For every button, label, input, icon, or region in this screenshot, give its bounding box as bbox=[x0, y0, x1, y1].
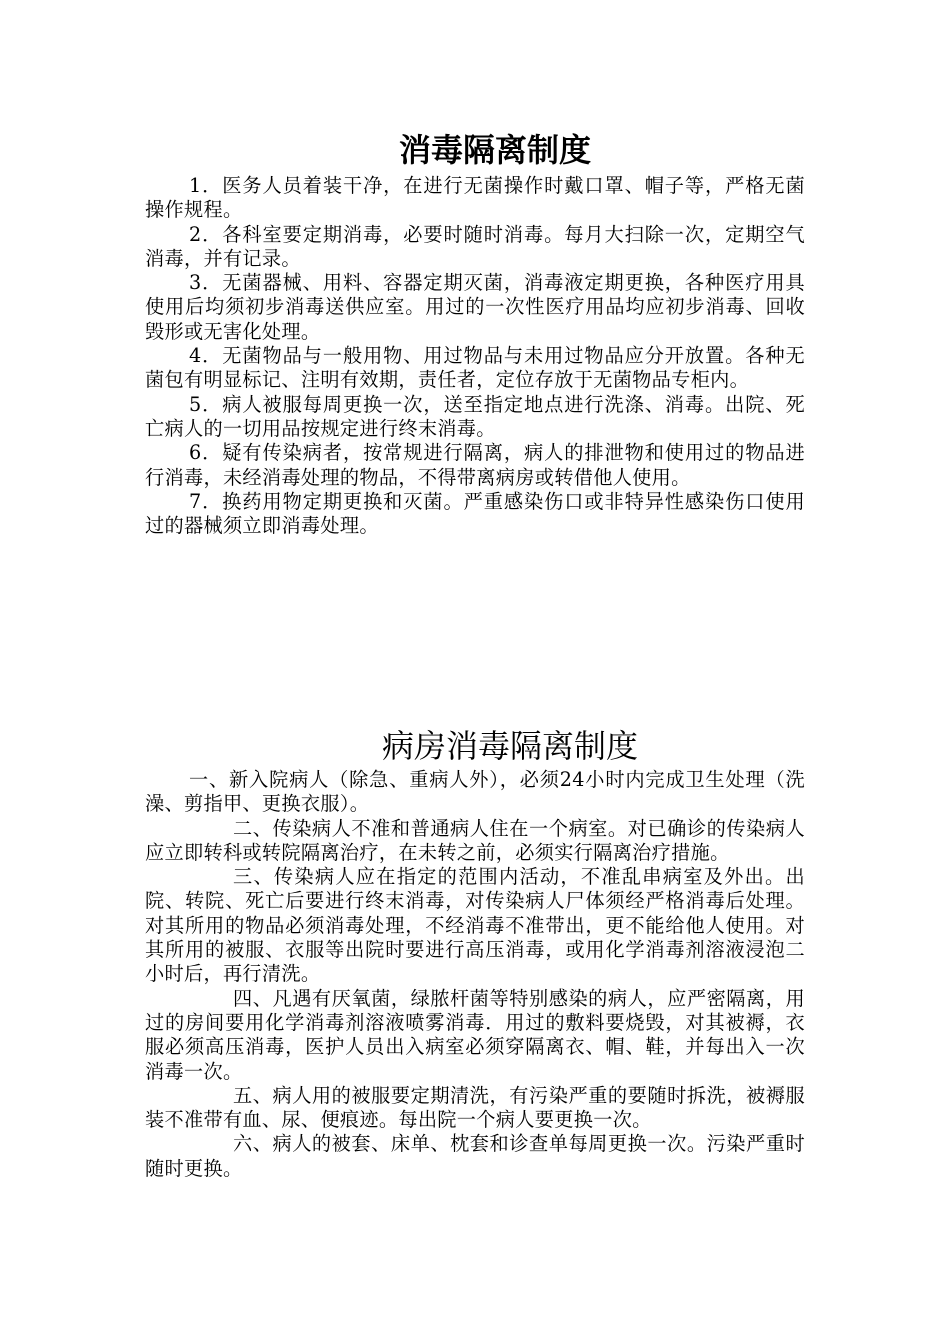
section1-paragraph-7: 7．换药用物定期更换和灭菌。严重感染伤口或非特异性感染伤口使用过的器械须立即消毒处理。 bbox=[145, 489, 805, 538]
section2-paragraph-6: 六、病人的被套、床单、枕套和诊查单每周更换一次。污染严重时随时更换。 bbox=[145, 1132, 805, 1180]
section2-paragraph-3: 三、传染病人应在指定的范围内活动，不准乱串病室及外出。出院、转院、死亡后要进行终末消毒，对传染病人尸体须经严格消毒后处理。对其所用的物品必须消毒处理，不经消毒不准带出，更不能给他人使用。对其所用的被服、衣服等出院时要进行高压消毒，或用化学消毒剂溶液浸泡二小时后，再行清洗。 bbox=[145, 865, 805, 986]
section2-paragraph-1: 一、新入院病人（除急、重病人外），必须24小时内完成卫生处理（洗澡、剪指甲、更换衣服）。 bbox=[145, 768, 805, 816]
section2-paragraph-5: 五、病人用的被服要定期清洗，有污染严重的要随时拆洗，被褥服装不准带有血、尿、便痕迹。每出院一个病人要更换一次。 bbox=[145, 1083, 805, 1132]
section1-title: 消毒隔离制度 bbox=[398, 131, 591, 169]
section1-paragraph-5: 5．病人被服每周更换一次，送至指定地点进行洗涤、消毒。出院、死亡病人的一切用品按规定进行终末消毒。 bbox=[145, 392, 805, 440]
section2-title: 病房消毒隔离制度 bbox=[381, 727, 638, 765]
section1-paragraph-2: 2．各科室要定期消毒，必要时随时消毒。每月大扫除一次，定期空气消毒，并有记录。 bbox=[145, 222, 805, 270]
section1-body bbox=[145, 174, 805, 538]
section1-paragraph-4: 4．无菌物品与一般用物、用过物品与未用过物品应分开放置。各种无菌包有明显标记、注明有效期，责任者，定位存放于无菌物品专柜内。 bbox=[145, 344, 805, 392]
section2-paragraph-2: 二、传染病人不准和普通病人住在一个病室。对已确诊的传染病人应立即转科或转院隔离治疗，在未转之前，必须实行隔离治疗措施。 bbox=[145, 816, 805, 864]
section1-paragraph-6: 6．疑有传染病者，按常规进行隔离，病人的排泄物和使用过的物品进行消毒，未经消毒处理的物品，不得带离病房或转借他人使用。 bbox=[145, 441, 805, 489]
section2-paragraph-4: 四、凡遇有厌氧菌，绿脓杆菌等特别感染的病人，应严密隔离，用过的房间要用化学消毒剂溶液喷雾消毒．用过的敷料要烧毁，对其被褥，衣服必须高压消毒，医护人员出入病室必须穿隔离衣、帽、鞋，并每出入一次消毒一次。 bbox=[145, 986, 805, 1083]
section1-paragraph-3: 3．无菌器械、用料、容器定期灭菌，消毒液定期更换，各种医疗用具使用后均须初步消毒送供应室。用过的一次性医疗用品均应初步消毒、回收毁形或无害化处理。 bbox=[145, 271, 805, 343]
section2-body bbox=[145, 768, 805, 1181]
section1-paragraph-1: 1．医务人员着装干净，在进行无菌操作时戴口罩、帽子等，严格无菌操作规程。 bbox=[145, 174, 805, 222]
